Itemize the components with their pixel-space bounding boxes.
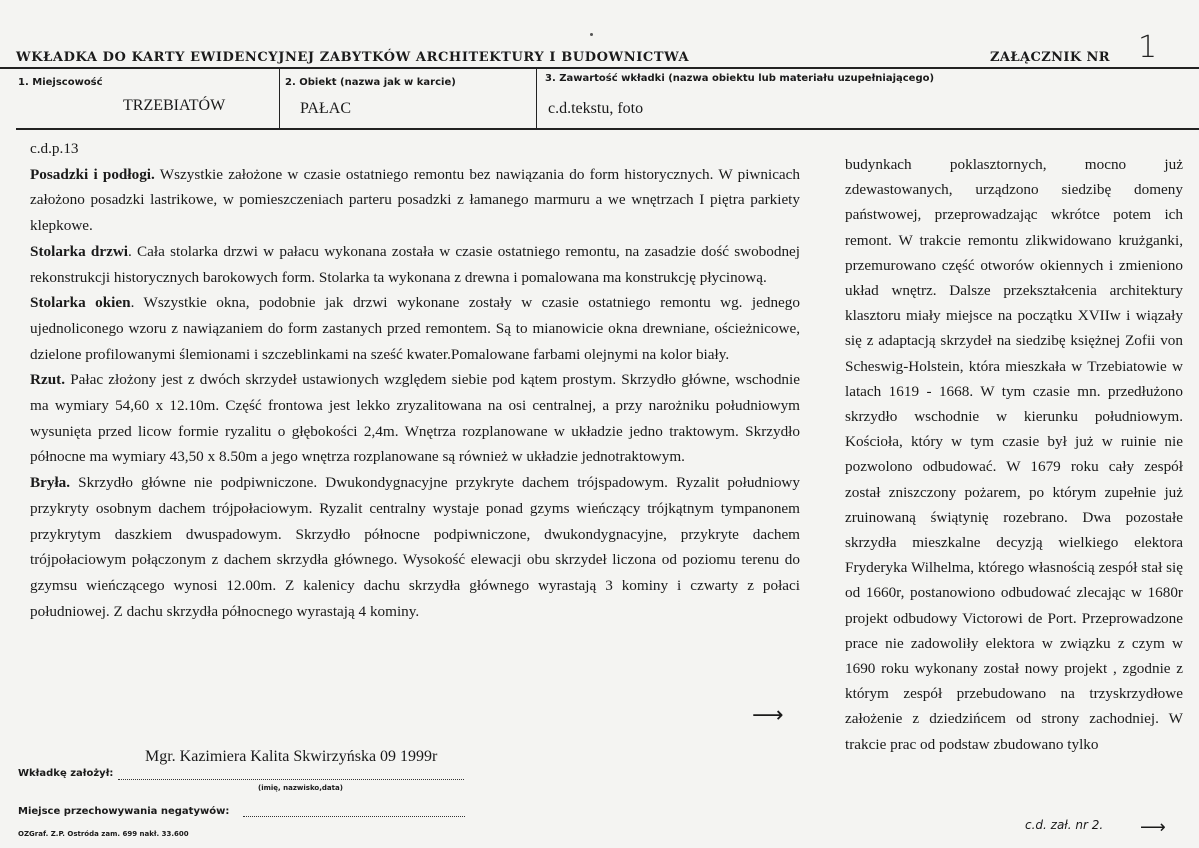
text-mass: Skrzydło główne nie podpiwniczone. Dwukondygnacyjne przykryte dachem trójspadowym. Ryzalit południowy przykryty osobnym dachem trójpołaciowym. Ryzalit centralny wystaje ponad gzyms wieńczący trójkątnym tympanonem przykrytym daszkiem dwuspadowym. Skrzydło północne podpiwniczone, dwukondygnacyjne, przykryte dachem trójpołaciowym połączonym z dachem skrzydła głównego. Wysokość elewacji obu skrzydeł liczona od poziomu terenu do gzymsu wieńczącego wynosi 12.00m. Z kalenicy dachu skrzydła głównego wyrastają 3 kominy i czwarty z połaci południowej. Z dachu skrzydła północnego wyrastają 4 kominy. [30,474,800,620]
content-label: 3. Zawartość wkładki (nazwa obiektu lub materiału uzupełniającego) [545,73,935,84]
heading-doors: Stolarka drzwi [30,242,129,260]
paragraph-doors [30,239,800,290]
negatives-line [243,816,465,817]
locality-label: 1. Miejscowość [18,77,103,88]
annex-number: 1 [1138,30,1158,65]
right-text-column [845,152,1183,757]
print-info: OZGraf. Z.P. Ostróda zam. 699 nakł. 33.600 [18,830,189,838]
locality-value: TRZEBIATÓW [123,97,226,114]
paragraph-plan [30,367,800,470]
paragraph-mass [30,470,800,624]
paragraph-floors [30,162,800,239]
heading-floors: Posadzki i podłogi. [30,165,155,183]
continuation-note: c.d. zał. nr 2. [1025,818,1104,832]
paper-speck [590,33,593,36]
heading-plan: Rzut. [30,371,66,389]
annex-label: ZAŁĄCZNIK NR [990,50,1111,65]
heading-windows: Stolarka okien [30,294,131,312]
object-value: PAŁAC [300,100,351,117]
text-windows: . Wszystkie okna, podobnie jak drzwi wykonane zostały w czasie ostatniego remontu wg. jednego ujednoliconego wzoru z nawiązaniem do form zastanych przed remontem. Są to mianowicie okna drewniane, ościeżnicowe, dzielone profilowanymi ślemionami i szczeblinkami na sześć kwater.Pomalowane farbami olejnymi na kolor biały. [30,294,800,363]
author-value: Mgr. Kazimiera Kalita Skwirzyńska 09 1999r [145,748,438,765]
continuation-ref: c.d.p.13 [30,140,79,157]
header-divider-2 [536,68,537,128]
author-line [118,779,464,780]
author-label: Wkładkę założył: [18,768,114,779]
header-rule-top [0,67,1199,69]
text-plan: Pałac złożony jest z dwóch skrzydeł ustawionych względem siebie pod kątem prostym. Skrzydło główne, wschodnie ma wymiary 54,60 x 12.10m. Część frontowa jest lekko zryzalitowana na osi centralnej, a przy narożniku południowym wysunięta przed licow formie ryzalitu o głębokości 2,4m. Wnętrza rozplanowane w układzie jedno traktowym. Skrzydło północne ma wymiary 43,50 x 8.50m a jego wnętrza rozplanowane są również w układzie jednotraktowym. [30,371,800,466]
right-column-text: budynkach poklasztornych, mocno już zdewastowanych, urządzono siedzibę domeny państwowej, przeprowadzając wkrótce potem ich remont. W trakcie remontu zlikwidowano krużganki, przemurowano część otworów okiennych i zmieniono układ wnętrz. Dalsze przekształcenia architektury klasztoru miały miejsce na początku XVIIw i wiązały się z adaptacją skrzydeł na siedzibę księżnej Zofii von Scheswig-Holstein, która mieszkała w Trzebiatowie w latach 1619 - 1668. W tym czasie mn. przedłużono skrzydło wschodnie w kierunku południowym. Kościoła, który w tym czasie był już w ruinie nie pozwolono odbudować. W 1679 roku cały zespół został zniszczony pożarem, po którym zupełnie już zruinowaną świątynię rozebrano. Dwa pozostałe skrzydła mieszkalne decyzją wielkiego elektora Fryderyka Wilhelma, którego własnością zespół stał się od 1660r, postanowiono odbudować zlecając w 1680r projekt odbudowy Victorowi de Port. Przeprowadzone prace nie zadowoliły elektora w związku z czym w 1690 roku wykonany został nowy projekt , zgodnie z którym zespół przebudowano na trzyskrzydłowe założenie z dziedzińcem od strony zachodniej. W trakcie prac od podstaw zbudowano tylko [845,156,1183,753]
form-title: WKŁADKA DO KARTY EWIDENCYJNEJ ZABYTKÓW ARCHITEKTURY I BUDOWNICTWA [16,50,690,65]
text-floors: Wszystkie założone w czasie ostatniego remontu bez nawiązania do form historycznych. W piwnicach założono posadzki lastrikowe, w pomieszczeniach parteru posadzki z łamanego marmuru a we wnętrzach I piętra parkiety klepkowe. [30,165,801,235]
heading-mass: Bryła. [30,474,71,492]
negatives-label: Miejsce przechowywania negatywów: [18,806,230,817]
paragraph-windows [30,290,800,367]
continue-arrow-icon-2: ⟶ [1140,817,1166,838]
main-text-column [30,136,800,624]
content-value: c.d.tekstu, foto [548,100,644,117]
object-label: 2. Obiekt (nazwa jak w karcie) [285,77,456,88]
author-hint: (imię, nazwisko,data) [258,784,343,792]
continue-arrow-icon: ⟶ [752,703,784,728]
header-rule-bottom [16,128,1199,130]
header-divider-1 [279,68,280,128]
text-doors: . Cała stolarka drzwi w pałacu wykonana została w czasie ostatniego remontu, na zasadzie dość swobodnej rekonstrukcji historycznych barokowych form. Stolarka ta wykonana z drewna i pomalowana ma konstrukcję płycinową. [30,242,800,286]
